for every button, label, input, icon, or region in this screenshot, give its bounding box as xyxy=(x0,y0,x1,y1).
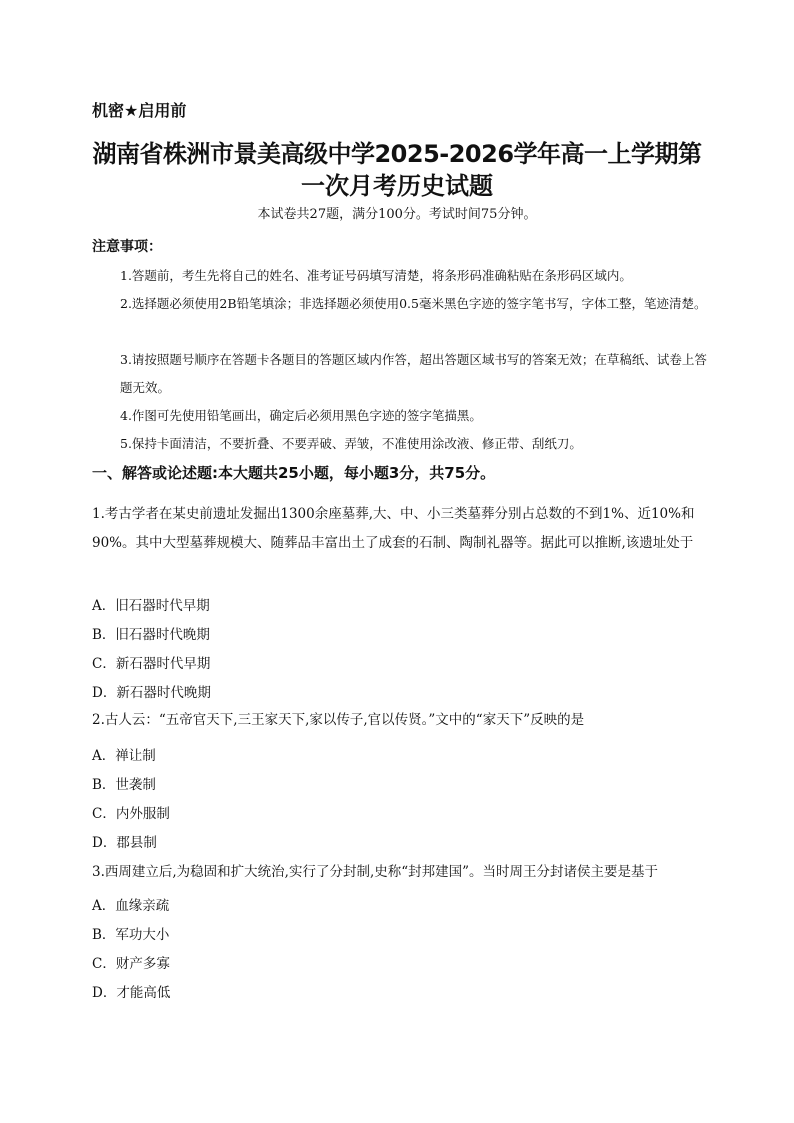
question-3-option-a: A．血缘亲疏 xyxy=(92,898,170,914)
question-2-option-d: D．郡县制 xyxy=(92,835,157,851)
exam-title-line2: 一次月考历史试题 xyxy=(301,172,493,200)
exam-info: 本试卷共27题，满分100分。考试时间75分钟。 xyxy=(257,207,537,222)
notice-item: 3.请按照题号顺序在答题卡各题目的答题区域内作答，超出答题区域书写的答案无效；在草稿纸、试卷上答题无效。 xyxy=(120,352,707,395)
question-3-option-b: B．军功大小 xyxy=(92,927,170,943)
question-2-option-a: A．禅让制 xyxy=(92,748,156,764)
notice-item: 4.作图可先使用铅笔画出，确定后必须用黑色字迹的签字笔描黑。 xyxy=(120,408,482,423)
question-3-option-d: D．才能高低 xyxy=(92,985,171,1001)
question-3-option-c: C．财产多寡 xyxy=(92,956,170,972)
question-2-stem: 2.古人云：“五帝官天下,三王家天下,家以传子,官以传贤。”文中的“家天下”反映的是 xyxy=(92,712,585,728)
confidential-label: 机密★启用前 xyxy=(92,101,187,120)
question-1-option-c: C．新石器时代早期 xyxy=(92,656,211,672)
notice-item: 1.答题前，考生先将自己的姓名、准考证号码填写清楚，将条形码准确粘贴在条形码区域内。 xyxy=(120,268,632,283)
question-2-option-c: C．内外服制 xyxy=(92,806,170,822)
question-1-stem: 1.考古学者在某史前遗址发掘出1300余座墓葬,大、中、小三类墓葬分别占总数的不到1%、近10%和90%。其中大型墓葬规模大、随葬品丰富出土了成套的石制、陶制礼器等。据此可以推断,该遗址处于 xyxy=(92,506,695,551)
question-1-option-d: D．新石器时代晚期 xyxy=(92,685,211,701)
exam-title-line1: 湖南省株洲市景美高级中学2025-2026学年高一上学期第 xyxy=(92,140,702,168)
notice-heading: 注意事项： xyxy=(92,239,162,255)
section-heading: 一、解答或论述题:本大题共25小题，每小题3分，共75分。 xyxy=(92,464,496,482)
notice-item: 2.选择题必须使用2B铅笔填涂；非选择题必须使用0.5毫米黑色字迹的签字笔书写，字体工整，笔迹清楚。 xyxy=(120,296,707,311)
question-3-stem: 3.西周建立后,为稳固和扩大统治,实行了分封制,史称“封邦建国”。当时周王分封诸侯主要是基于 xyxy=(92,864,659,880)
question-1-option-b: B．旧石器时代晚期 xyxy=(92,627,210,643)
question-1-option-a: A．旧石器时代早期 xyxy=(92,598,210,614)
notice-item: 5.保持卡面清洁，不要折叠、不要弄破、弄皱，不准使用涂改液、修正带、刮纸刀。 xyxy=(120,436,582,451)
question-2-option-b: B．世袭制 xyxy=(92,777,156,793)
